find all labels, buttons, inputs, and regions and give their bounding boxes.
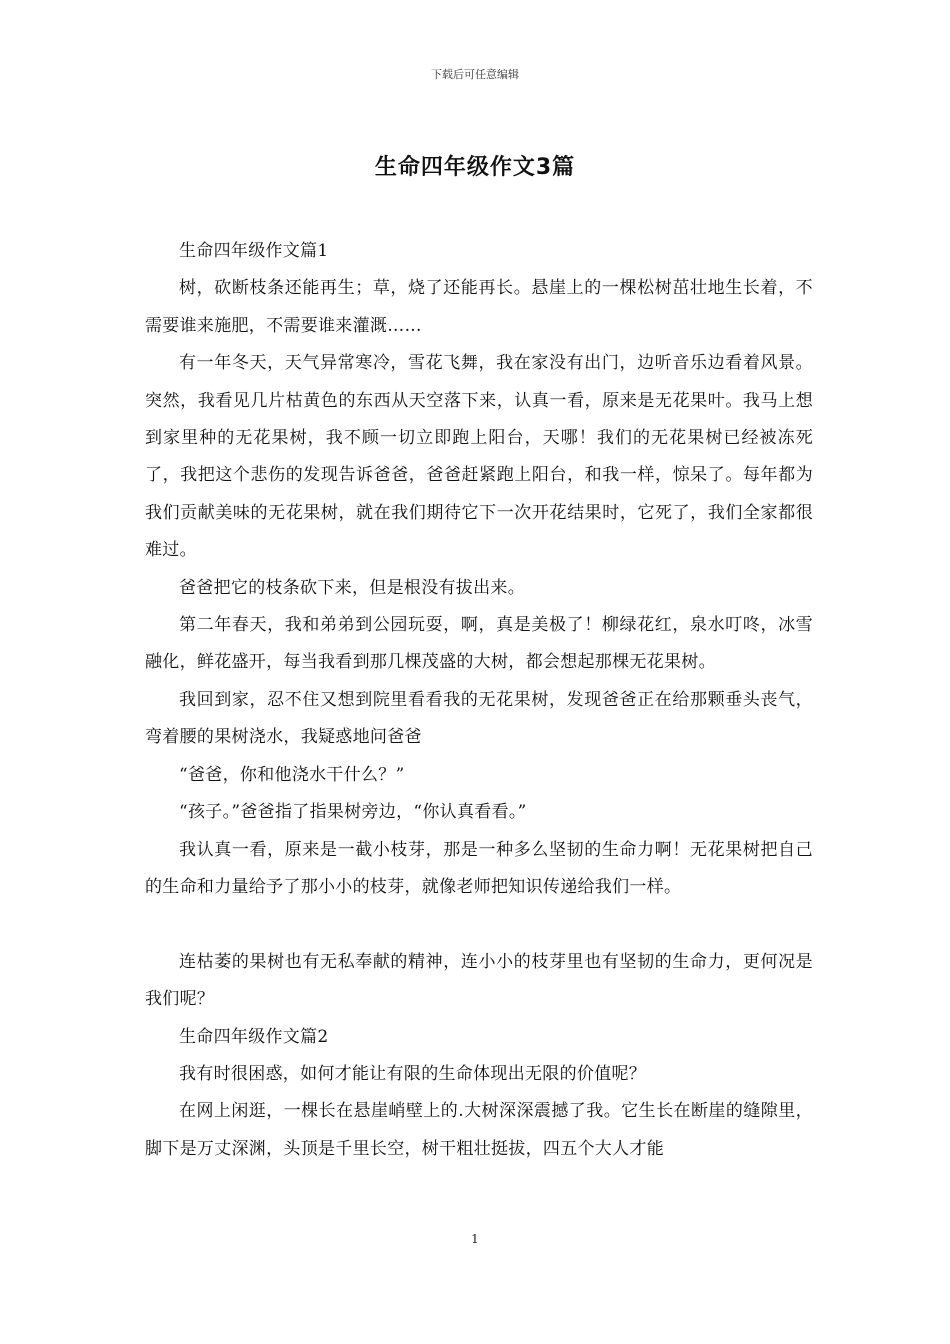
paragraph: 爸爸把它的枝条砍下来，但是根没有拔出来。: [179, 577, 525, 598]
page-number: 1: [471, 1232, 479, 1246]
document-body: [145, 233, 813, 1168]
paragraph: 连枯萎的果树也有无私奉献的精神，连小小的枝芽里也有坚韧的生命力，更何况是我们呢？: [145, 951, 813, 1010]
paragraph-spacer: [145, 906, 813, 943]
paragraph: 我有时很困惑，如何才能让有限的生命体现出无限的价值呢？: [179, 1063, 647, 1084]
paragraph: 在网上闲逛，一棵长在悬崖峭壁上的.大树深深震撼了我。它生长在断崖的缝隙里，脚下是万丈深渊，头顶是千里长空，树干粗壮挺拔，四五个大人才能: [145, 1101, 813, 1159]
paragraph: 我回到家，忍不住又想到院里看看我的无花果树，发现爸爸正在给那颗垂头丧气，弯着腰的果树浇水，我疑惑地问爸爸: [145, 689, 813, 748]
paragraph: 有一年冬天，天气异常寒冷，雪花飞舞，我在家没有出门，边听音乐边看着风景。突然，我看见几片枯黄色的东西从天空落下来，认真一看，原来是无花果叶。我马上想到家里种的无花果树，我不顾一切立即跑上阳台，天哪！我们的无花果树已经被冻死了，我把这个悲伤的发现告诉爸爸，爸爸赶紧跑上阳台，和我一样，惊呆了。每年都为我们贡献美味的无花果树，就在我们期待它下一次开花结果时，它死了，我们全家都很难过。: [145, 353, 813, 561]
paragraph: 第二年春天，我和弟弟到公园玩耍，啊，真是美极了！柳绿花红，泉水叮咚，冰雪融化，鲜花盛开，每当我看到那几棵茂盛的大树，都会想起那棵无花果树。: [145, 615, 813, 673]
section-heading-1: 生命四年级作文篇1: [179, 241, 329, 261]
dialogue-line: “爸爸，你和他浇水干什么？”: [179, 764, 405, 785]
paragraph: 树，砍断枝条还能再生；草，烧了还能再长。悬崖上的一棵松树茁壮地生长着，不需要谁来施肥，不需要谁来灌溉……: [145, 278, 813, 336]
header-note: 下载后可任意编辑: [431, 68, 519, 81]
dialogue-line: “孩子。”爸爸指了指果树旁边，“你认真看看。”: [179, 802, 527, 823]
document-title: 生命四年级作文3篇: [374, 155, 576, 180]
section-heading-2: 生命四年级作文篇2: [179, 1026, 329, 1047]
paragraph: 我认真一看，原来是一截小枝芽，那是一种多么坚韧的生命力啊！无花果树把自己的生命和力量给予了那小小的枝芽，就像老师把知识传递给我们一样。: [145, 839, 813, 897]
